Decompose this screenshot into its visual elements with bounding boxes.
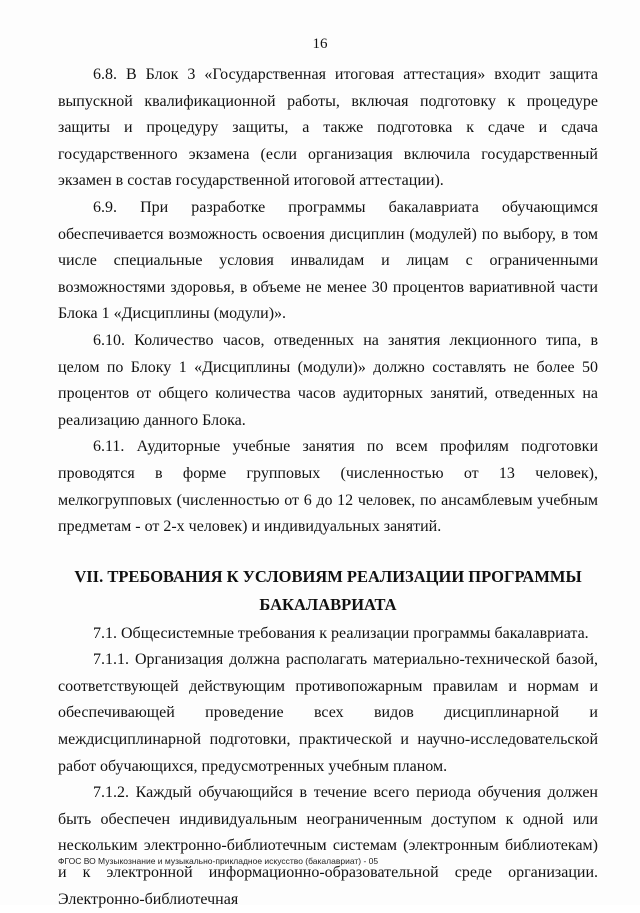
page-footer: ФГОС ВО Музыкознание и музыкально-прикладное искусство (бакалавриат) - 05	[58, 856, 379, 866]
section-heading-line-1: VII. ТРЕБОВАНИЯ К УСЛОВИЯМ РЕАЛИЗАЦИИ ПРОГРАММЫ	[74, 566, 582, 586]
paragraph-6-10: 6.10. Количество часов, отведенных на занятия лекционного типа, в целом по Блоку 1 «Дисциплины (модули)» должно составлять не более 50 процентов от общего количества часов аудиторных занятий, отведенных на реализацию данного Блока.	[58, 331, 598, 429]
document-body	[58, 62, 598, 913]
paragraph-6-8: 6.8. В Блок 3 «Государственная итоговая аттестация» входит защита выпускной квалификационной работы, включая подготовку к процедуре защиты и процедуру защиты, а также подготовка к сдаче и сдача государственного экзамена (если организация включила государственный экзамен в состав государственной итоговой аттестации).	[58, 66, 598, 190]
paragraph-6-9: 6.9. При разработке программы бакалавриата обучающимся обеспечивается возможность освоения дисциплин (модулей) по выбору, в том числе специальные условия инвалидам и лицам с ограниченными возможностями здоровья, в объеме не менее 30 процентов вариативной части Блока 1 «Дисциплины (модули)».	[58, 198, 598, 323]
section-heading-line-2: БАКАЛАВРИАТА	[259, 594, 397, 614]
paragraph-7-1: 7.1. Общесистемные требования к реализации программы бакалавриата.	[93, 624, 589, 642]
paragraph-7-1-2: 7.1.2. Каждый обучающийся в течение всего периода обучения должен быть обеспечен индивидуальным неограниченным доступом к одной или нескольким электронно-библиотечным системам (электронным библиотекам) и к электронной информационно-образовательной среде организации. Электронно-библиотечная	[58, 784, 598, 908]
section-heading	[58, 563, 598, 619]
page-number: 16	[312, 36, 328, 52]
paragraph-7-1-1: 7.1.1. Организация должна располагать материально-технической базой, соответствующей действующим противопожарным правилам и нормам и обеспечивающей проведение всех видов дисциплинарной и междисциплинарной подготовки, практической и научно-исследовательской работ обучающихся, предусмотренных учебным планом.	[58, 651, 598, 775]
paragraph-6-11: 6.11. Аудиторные учебные занятия по всем профилям подготовки проводятся в форме групповых (численностью от 13 человек), мелкогрупповых (численностью от 6 до 12 человек, по ансамблевым учебным предметам - от 2-х человек) и индивидуальных занятий.	[58, 438, 598, 536]
